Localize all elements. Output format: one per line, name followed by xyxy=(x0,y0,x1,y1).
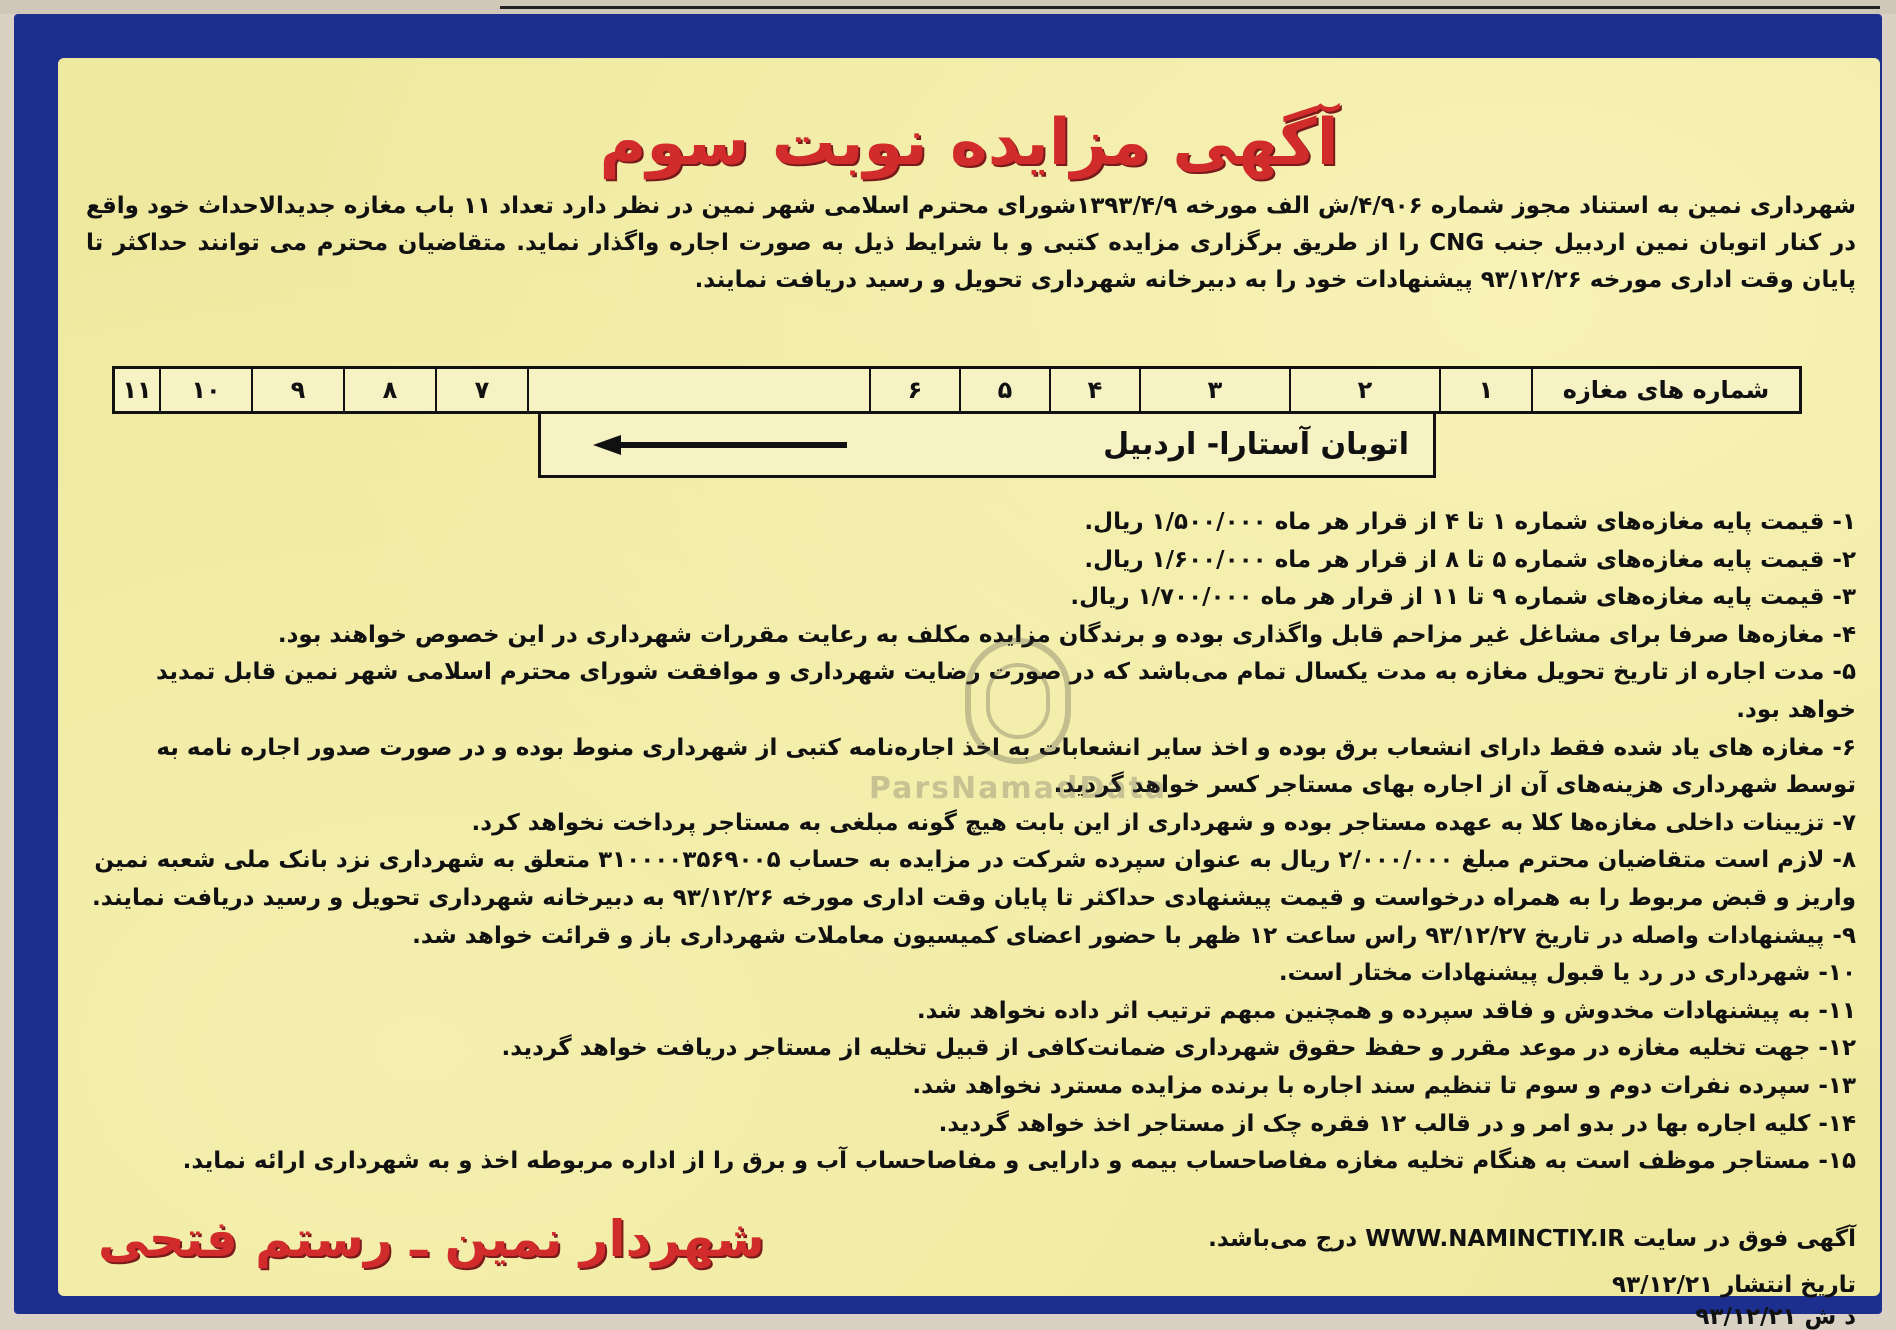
condition-item: ۱- قیمت پایه مغازه‌های شماره ۱ تا ۴ از قرار هر ماه ۱/۵۰۰/۰۰۰ ریال. xyxy=(1084,509,1856,535)
shop-number-cell: ۷ xyxy=(435,369,527,411)
signature: شهردار نمین ـ رستم فتحی xyxy=(98,1210,765,1268)
ad-title: آگهی مزایده نوبت سوم xyxy=(599,106,1339,180)
condition-item: ۸- لازم است متقاضیان محترم مبلغ ۲/۰۰۰/۰۰۰ ریال به عنوان سپرده شرکت در مزایده به حساب ۳۱۰۰۰۰۳۵۶۹۰۰۵ متعلق به شهرداری نزد بانک ملی شعبه نمین واریز و قبض مربوط را به همراه درخواست و قیمت پیشنهادی حداکثر تا پایان وقت اداری مورخه ۹۳/۱۲/۲۶ به دبیرخانه شهرداری تحویل و رسید دریافت نمایند. xyxy=(92,847,1856,911)
shop-table-gap xyxy=(527,369,869,411)
shop-number-cell: ۱۰ xyxy=(159,369,251,411)
shop-number-cell: ۱ xyxy=(1439,369,1531,411)
shop-number-cell: ۳ xyxy=(1139,369,1289,411)
condition-item: ۳- قیمت پایه مغازه‌های شماره ۹ تا ۱۱ از قرار هر ماه ۱/۷۰۰/۰۰۰ ریال. xyxy=(1070,584,1856,611)
shop-number-cell: ۹ xyxy=(251,369,343,411)
condition-item: ۵- مدت اجاره از تاریخ تحویل مغازه به مدت یکسال تمام می‌باشد که در صورت رضایت شهرداری و موافقت شورای محترم اسلامی شهر نمین قابل تمدید خواهد بود. xyxy=(156,659,1856,723)
ds-number: د ش ۹۳/۱۲/۲۱ xyxy=(1695,1304,1856,1330)
shop-number-cell: ۵ xyxy=(959,369,1049,411)
intro-paragraph: شهرداری نمین به استناد مجوز شماره ۴/۹۰۶/ش الف مورخه ۱۳۹۳/۴/۹شورای محترم اسلامی شهر نمین در نظر دارد تعداد ۱۱ باب مغازه جدیدالاحداث خود واقع در کنار اتوبان نمین اردبیل جنب CNG را از طریق برگزاری مزایده کتبی و با شرایط ذیل به صورت اجاره واگذار نماید. متقاضیان محترم می توانند حداکثر تا پایان وقت اداری مورخه ۹۳/۱۲/۲۶ پیشنهادات خود را به دبیرخانه شهرداری تحویل و رسید دریافت نمایند. xyxy=(86,193,1856,293)
shop-number-cell: ۶ xyxy=(869,369,959,411)
condition-item: ۱۵- مستاجر موظف است به هنگام تخلیه مغازه مفاصاحساب بیمه و دارایی و مفاصاحساب آب و برق را از اداره مربوطه اخذ و به شهرداری ارائه نماید. xyxy=(182,1148,1856,1175)
condition-item: ۴- مغازه‌ها صرفا برای مشاغل غیر مزاحم قابل واگذاری بوده و برندگان مزایده مکلف به رعایت مقررات شهرداری در این خصوص خواهند بود. xyxy=(277,621,1856,648)
top-rule xyxy=(500,0,1880,9)
watermark-text: ParsNamadData xyxy=(868,770,1168,806)
top-strip xyxy=(0,0,1896,14)
condition-item: ۱۳- سپرده نفرات دوم و سوم تا تنظیم سند اجاره با برنده مزایده مسترد نخواهد شد. xyxy=(912,1072,1856,1099)
arrow-left-icon xyxy=(591,433,851,457)
condition-item: ۶- مغازه های یاد شده فقط دارای انشعاب برق بوده و اخذ سایر انشعابات به اخذ اجاره‌نامه کتبی از شهرداری منوط بوده و در صورت صدور اجاره نامه به توسط شهرداری هزینه‌های آن از اجاره بهای مستاجر کسر خواهد گردید. xyxy=(156,734,1856,799)
shop-numbers-table xyxy=(112,366,1802,414)
publish-date: تاریخ انتشار ۹۳/۱۲/۲۱ xyxy=(1612,1272,1856,1298)
condition-item: ۹- پیشنهادات واصله در تاریخ ۹۳/۱۲/۲۷ راس ساعت ۱۲ ظهر با حضور اعضای کمیسیون معاملات شهرداری باز و قرائت خواهد شد. xyxy=(412,922,1856,949)
route-box xyxy=(538,414,1436,478)
condition-item: ۱۱- به پیشنهادات مخدوش و فاقد سپرده و همچنین مبهم ترتیب اثر داده نخواهد شد. xyxy=(916,997,1856,1024)
condition-item: ۱۴- کلیه اجاره بها در بدو امر و در قالب ۱۲ فقره چک از مستاجر اخذ خواهد گردید. xyxy=(938,1110,1856,1137)
ad-frame xyxy=(14,14,1882,1330)
condition-item: ۱۲- جهت تخلیه مغازه در موعد مقرر و حفظ حقوق شهرداری ضمانت‌کافی از قبیل تخلیه از مستاجر دریافت خواهد گردید. xyxy=(501,1035,1856,1062)
site-notice-after: درج می‌باشد. xyxy=(1208,1226,1358,1252)
condition-item: ۱۰- شهرداری در رد یا قبول پیشنهادات مختار است. xyxy=(1278,960,1856,987)
shop-number-cell: ۸ xyxy=(343,369,435,411)
shop-number-cell: ۲ xyxy=(1289,369,1439,411)
shop-number-cell: ۱۱ xyxy=(122,376,152,404)
condition-item: ۲- قیمت پایه مغازه‌های شماره ۵ تا ۸ از قرار هر ماه ۱/۶۰۰/۰۰۰ ریال. xyxy=(1084,546,1856,573)
site-notice-before: آگهی فوق در سایت xyxy=(1632,1226,1856,1252)
condition-item: ۷- تزیینات داخلی مغازه‌ها کلا به عهده مستاجر بوده و شهرداری از این بابت هیچ گونه مبلغی به مستاجر پرداخت نخواهد کرد. xyxy=(471,809,1856,836)
conditions-list xyxy=(86,504,1856,1181)
site-notice xyxy=(1208,1226,1856,1252)
route-label: اتوبان آستارا- اردبیل xyxy=(1103,427,1409,462)
ad-body xyxy=(58,58,1880,1330)
site-url: WWW.NAMINCTIY.IR xyxy=(1365,1226,1625,1252)
shop-table-header: شماره های مغازه xyxy=(1531,369,1799,411)
shop-number-cell: ۴ xyxy=(1049,369,1139,411)
